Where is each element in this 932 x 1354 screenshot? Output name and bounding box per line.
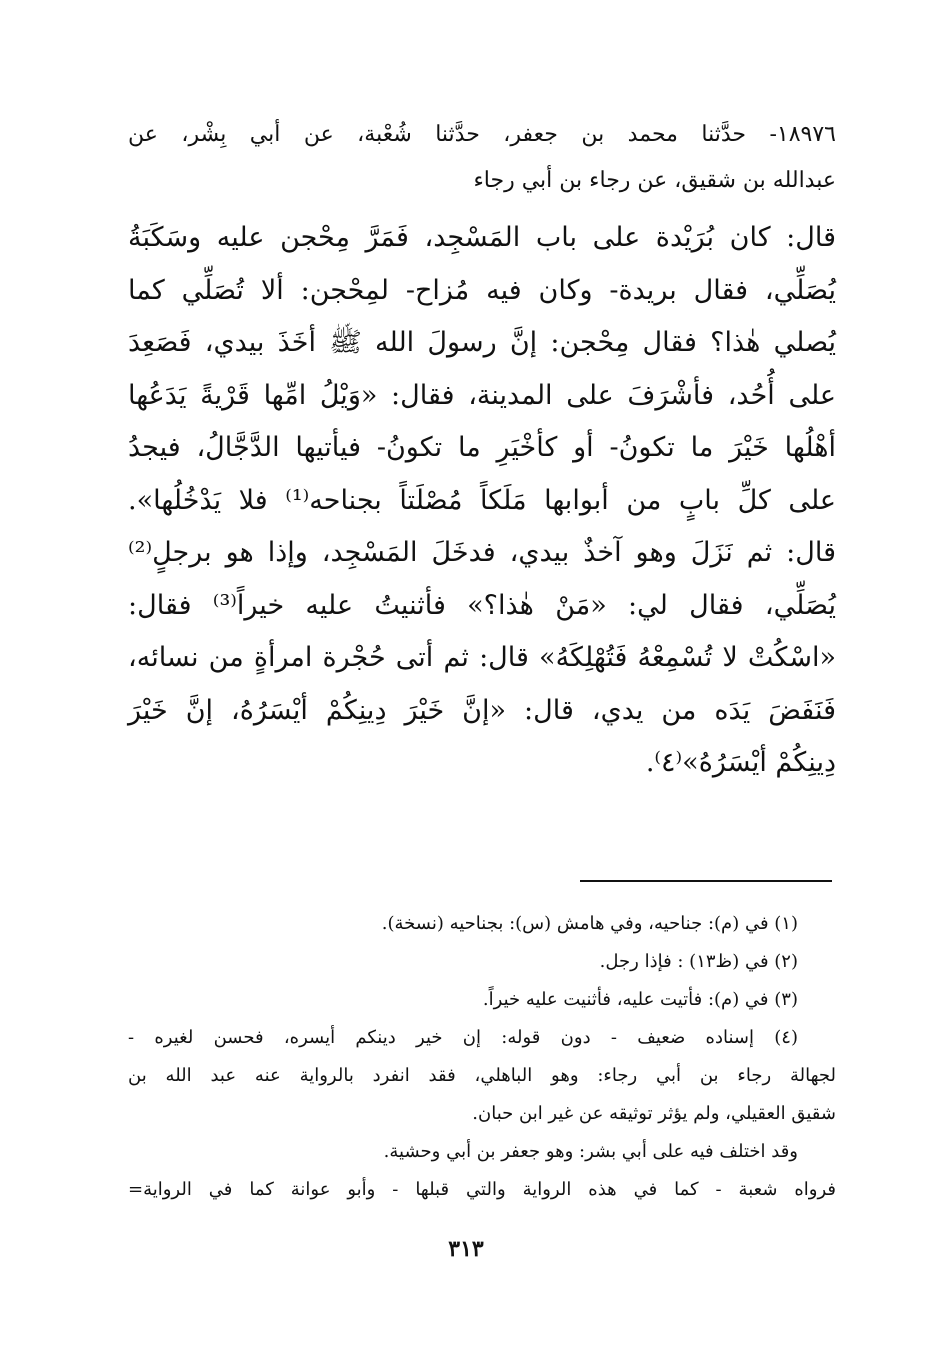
page-number: ٣١٣ [448, 1236, 484, 1262]
matn-line: على أُحُد، فأشْرَفَ على المدينة، فقال: «وَيْلُ امِّها قَرْيةً يَدَعُها [128, 379, 836, 411]
matn-line: على كلِّ بابٍ من أبوابها مَلَكاً مُصْلَتاً بجناحه⁽¹⁾ فلا يَدْخُلُها». [128, 484, 836, 516]
footnotes [128, 905, 836, 1209]
footnote-4-continued: فرواه شعبة - كما في هذه الرواية والتي قبلها - وأبو عوانة كما في الرواية= [128, 1179, 836, 1200]
footnote-4-continued: شقيق العقيلي، ولم يؤثر توثيقه عن غير ابن حبان. [472, 1103, 836, 1124]
matn-line: يُصلي هٰذا؟ فقال مِحْجن: إنَّ رسولَ الله ﷺ أخَذَ بيدي، فَصَعِدَ [128, 327, 836, 358]
matn-line: أهْلُها خَيْرَ ما تكونُ- أو كأخْيَرِ ما تكونُ- فيأتيها الدَّجَّالُ، فيجدُ [128, 432, 836, 463]
isnad-line: عبدالله بن شقيق، عن رجاء بن أبي رجاء [473, 168, 836, 193]
matn-line: قال: ثم نَزَلَ وهو آخذٌ بيدي، فدخَلَ المَسْجِد، وإذا هو برجلٍ⁽²⁾ [128, 537, 836, 568]
footnote-4-continued: وقد اختلف فيه على أبي بشر: وهو جعفر بن أبي وحشية. [383, 1141, 798, 1162]
footnote-3: (٣) في (م): فأتيت عليه، فأثنيت عليه خيراً. [482, 989, 798, 1010]
footnote-separator [580, 880, 832, 882]
isnad-line: ١٨٩٧٦- حدَّثنا محمد بن جعفر، حدَّثنا شُعْبة، عن أبي بِشْر، عن [128, 122, 836, 147]
matn-line: فَنَفَضَ يَدَه من يدي، قال: «إنَّ خَيْرَ دِينِكُمْ أيْسَرُهُ، إنَّ خَيْرَ [128, 694, 836, 726]
footnote-2: (٢) في (ظ١٣) : فإذا رجل. [599, 951, 798, 972]
matn-line: يُصَلِّي، فقال بريدة- وكان فيه مُزاح- لمِحْجن: ألا تُصَلِّي كما [128, 274, 836, 306]
hadith-isnad [128, 112, 836, 204]
matn-line: دِينِكُمْ أيْسَرُهُ»⁽٤⁾. [645, 747, 836, 778]
matn-line: «اسْكُتْ لا تُسْمِعْهُ فَتُهْلِكَهُ» قال: ثم أتى حُجْرة امرأةٍ من نسائه، [128, 642, 836, 673]
footnote-4: (٤) إسناده ضعيف - دون قوله: إن خير دينكم أيسره، فحسن لغيره - [128, 1027, 798, 1048]
matn-line: يُصَلِّي، فقال لي: «مَنْ هٰذا؟» فأثنيتُ عليه خيراً⁽³⁾ فقال: [128, 589, 836, 621]
footnote-1: (١) في (م): جناحيه، وفي هامش (س): بجناحيه (نسخة). [381, 913, 798, 934]
matn-line: قال: كان بُرَيْدة على باب المَسْجِد، فَمَرَّ مِحْجن عليه وسَكَبَةُ [128, 222, 836, 253]
hadith-matn [128, 212, 836, 790]
footnote-4-continued: لجهالة رجاء بن أبي رجاء: وهو الباهلي، فقد انفرد بالرواية عنه عبد الله بن [128, 1065, 836, 1086]
